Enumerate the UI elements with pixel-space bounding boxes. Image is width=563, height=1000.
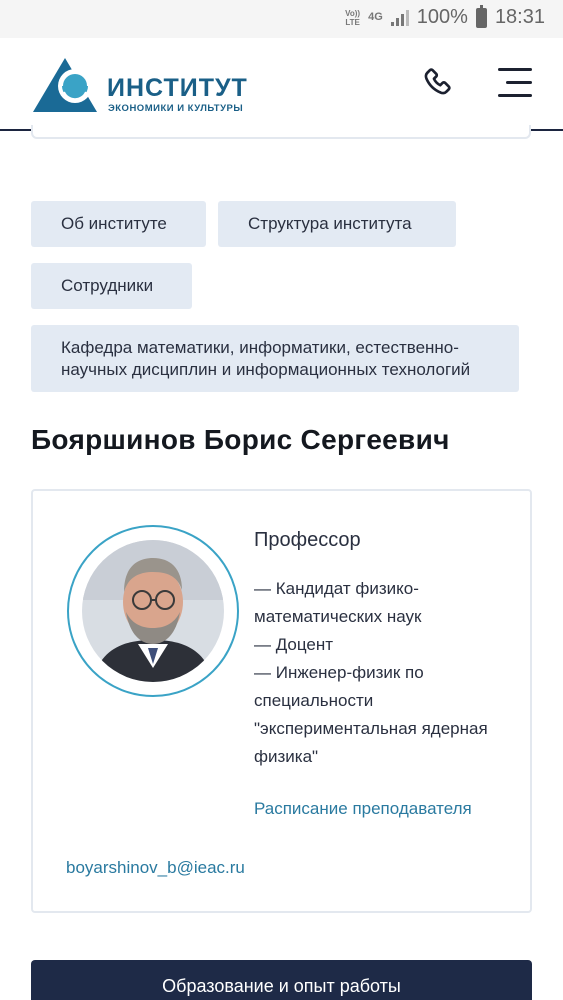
volte-label: Vo)) xyxy=(345,8,361,18)
breadcrumb-structure[interactable]: Структура института xyxy=(218,201,456,247)
battery-percent: 100% xyxy=(416,6,468,28)
menu-line xyxy=(498,94,532,97)
collapsed-panel-edge xyxy=(31,125,531,139)
logo-subtitle: ЭКОНОМИКИ И КУЛЬТУРЫ xyxy=(108,103,244,114)
qualification-item: — Доцент xyxy=(254,635,334,654)
volte-indicator xyxy=(345,9,360,27)
page-title: Бояршинов Борис Сергеевич xyxy=(31,424,450,455)
qualification-item: — Инженер-физик по специальности "экспериментальная ядерная физика" xyxy=(254,663,488,766)
site-logo[interactable] xyxy=(31,56,261,116)
avatar-portrait xyxy=(82,540,224,682)
breadcrumb-department[interactable]: Кафедра математики, информатики, естественно-научных дисциплин и информационных технологий xyxy=(31,325,519,392)
battery-icon xyxy=(476,8,487,28)
logo-title: ИНСТИТУТ xyxy=(107,74,248,102)
avatar-ring xyxy=(67,525,239,697)
menu-line xyxy=(498,68,532,71)
site-header xyxy=(0,38,563,131)
lte-label: LTE xyxy=(345,17,360,27)
logo-triangle-icon xyxy=(31,56,101,116)
hamburger-menu-icon[interactable] xyxy=(498,68,534,100)
status-bar xyxy=(0,0,563,38)
avatar xyxy=(82,540,224,682)
data-type-indicator: 4G xyxy=(368,11,383,23)
qualifications-list xyxy=(254,575,524,771)
status-bar-right xyxy=(345,6,545,29)
signal-icon xyxy=(391,10,409,26)
clock: 18:31 xyxy=(494,6,545,28)
phone-icon[interactable] xyxy=(420,66,456,102)
profile-card xyxy=(31,489,532,913)
breadcrumb-about[interactable]: Об институте xyxy=(31,201,206,247)
schedule-link[interactable]: Расписание преподавателя xyxy=(254,799,472,818)
education-accordion-button[interactable]: Образование и опыт работы xyxy=(31,960,532,1000)
phone-icon-svg xyxy=(420,66,456,102)
position-title: Профессор xyxy=(254,529,361,551)
qualification-item: — Кандидат физико-математических наук xyxy=(254,579,422,626)
menu-line xyxy=(506,81,532,84)
breadcrumb-staff[interactable]: Сотрудники xyxy=(31,263,192,309)
email-link[interactable]: boyarshinov_b@ieac.ru xyxy=(66,858,245,877)
